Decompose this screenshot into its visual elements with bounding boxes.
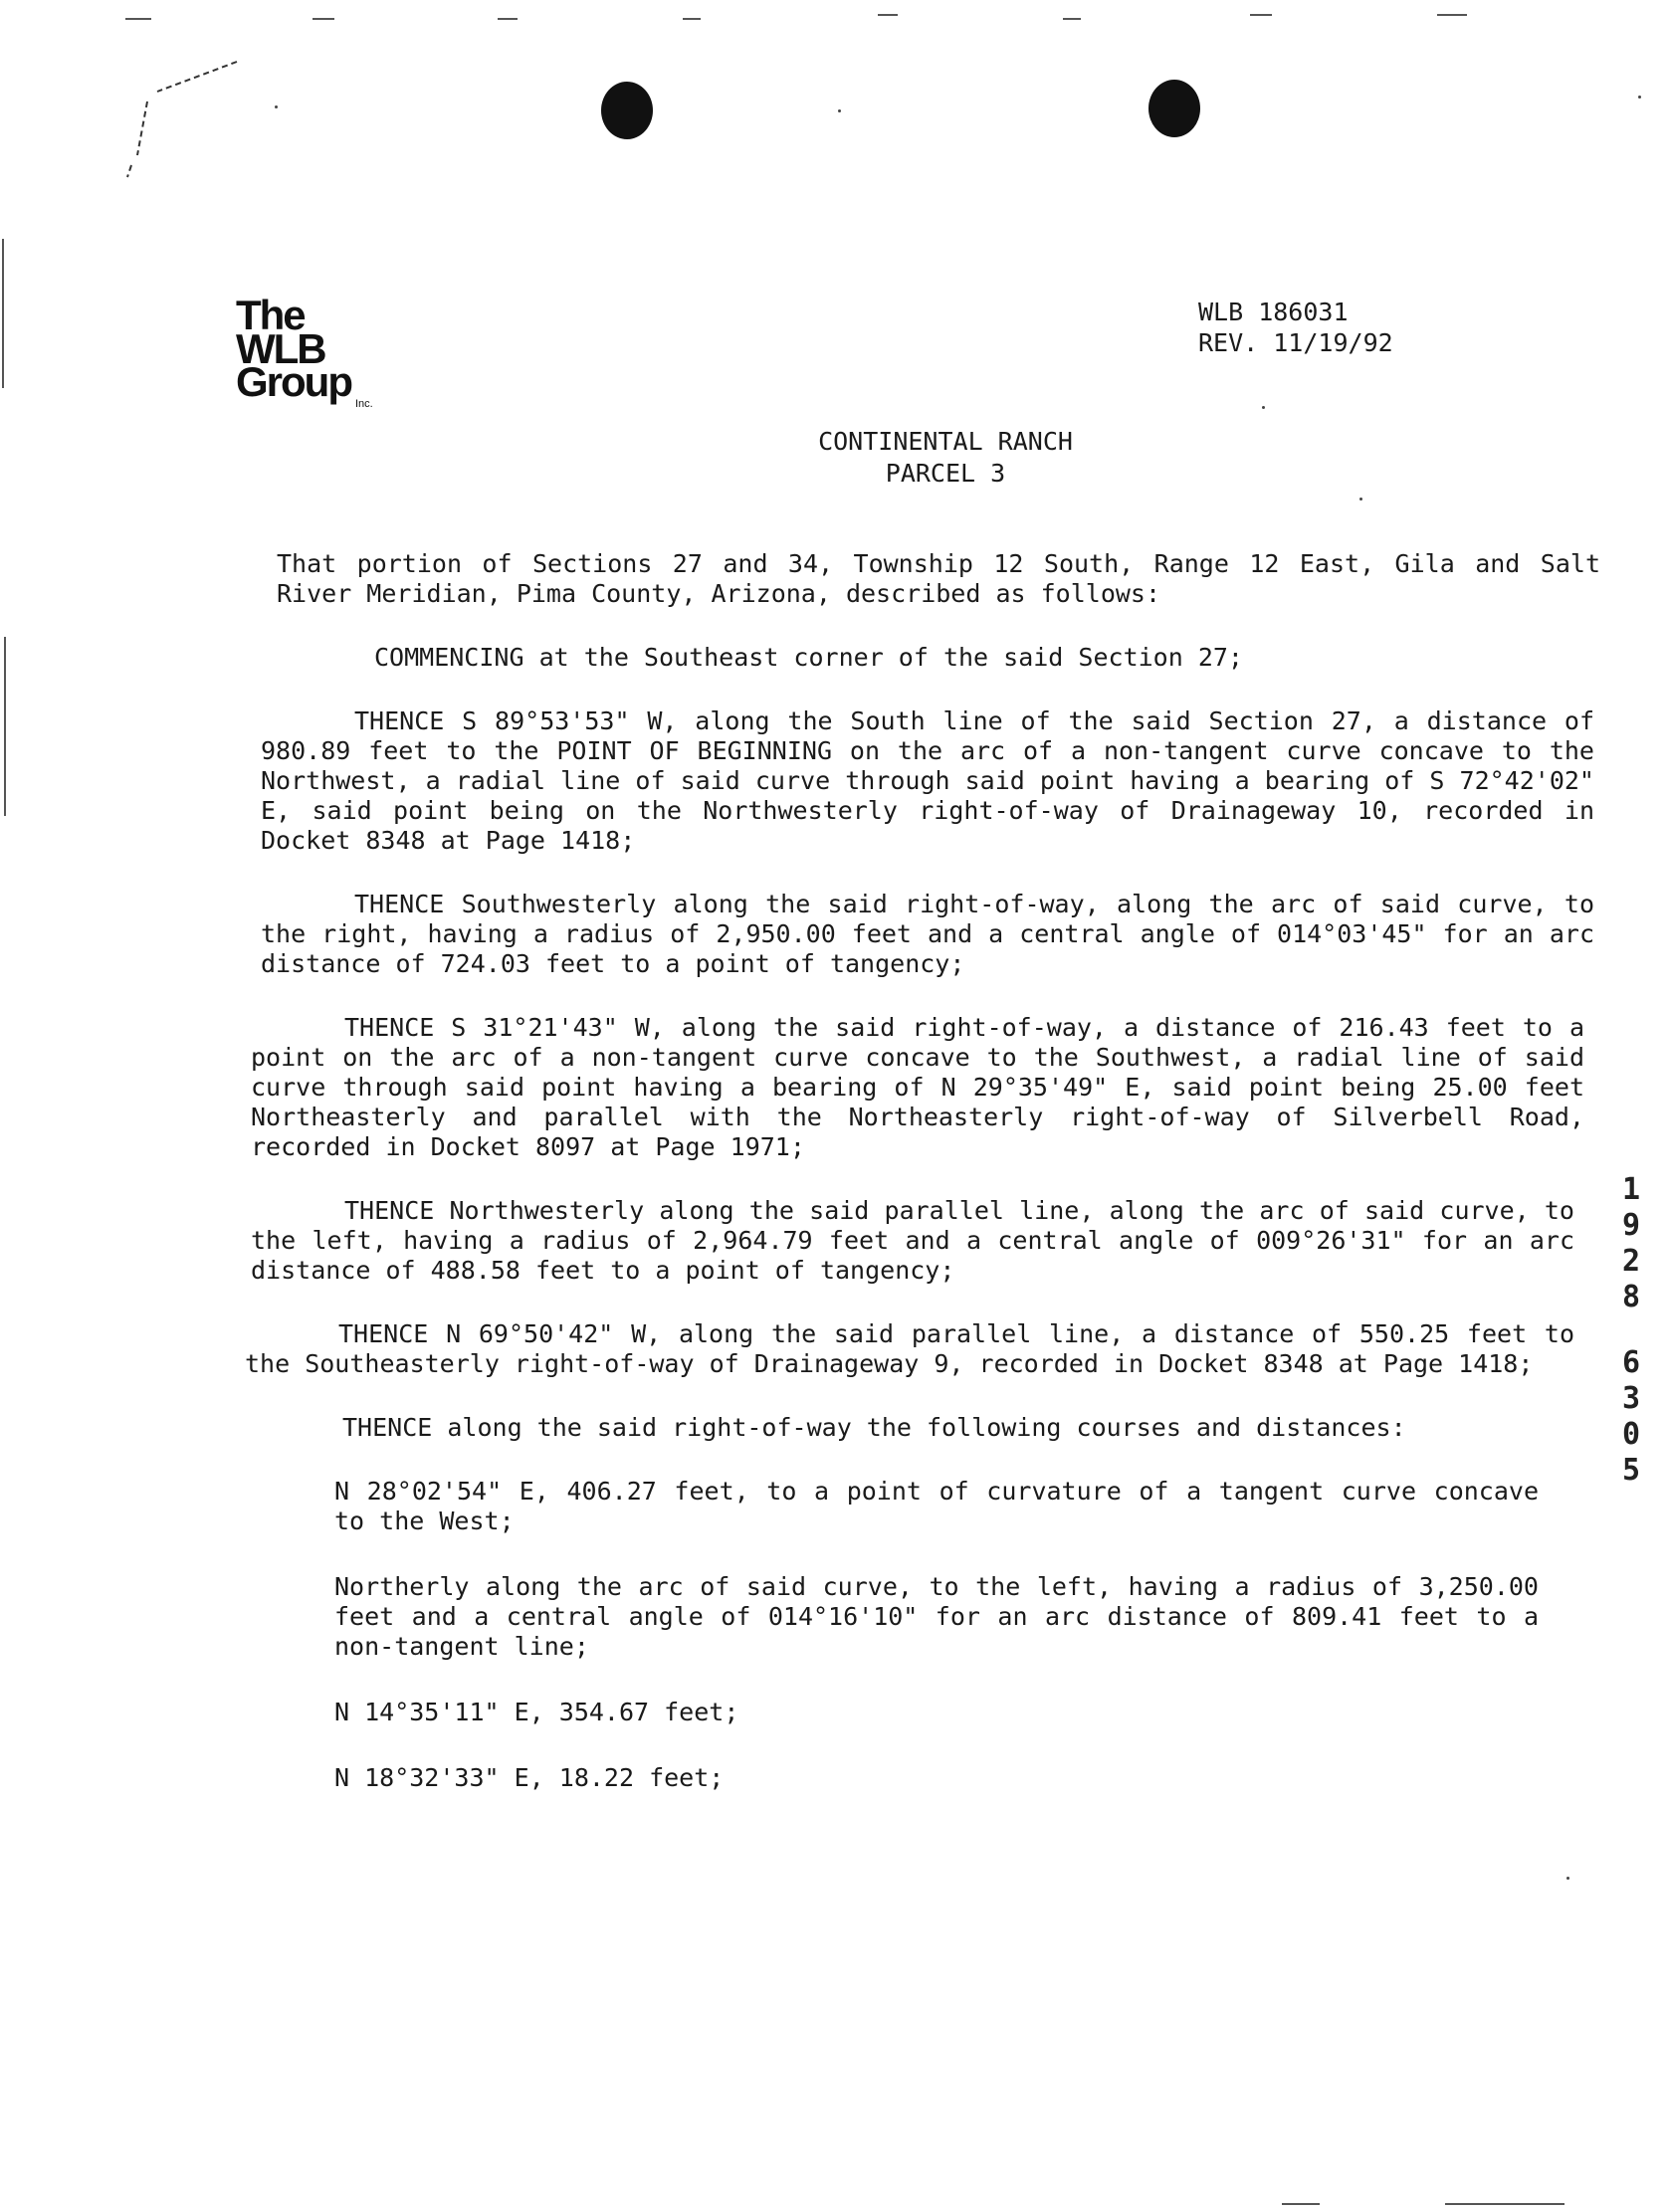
- company-logo: [236, 292, 373, 410]
- scan-mark: [498, 18, 518, 20]
- docket-digit: 9: [1621, 1208, 1641, 1243]
- logo-suffix: Inc.: [355, 397, 373, 410]
- thence-paragraph: THENCE Southwesterly along the said right-of-way, along the arc of said curve, to the right, having a radius of 2,950.00 feet and a central angle of 014°03'45" for an arc distance of 724.03 feet to a point of tangency;: [261, 890, 1594, 978]
- docket-digit: 8: [1621, 1280, 1641, 1314]
- logo-line-2: WLB: [236, 324, 325, 372]
- scan-speck: [1262, 406, 1265, 409]
- doc-number: WLB 186031: [1198, 298, 1349, 326]
- legal-description: [245, 549, 1604, 1829]
- scan-mark: [683, 18, 701, 20]
- title-line-2: PARCEL 3: [885, 459, 1006, 488]
- docket-digit: 3: [1621, 1381, 1641, 1416]
- scan-edge-line: [4, 637, 6, 816]
- scan-edge-line: [2, 239, 4, 388]
- course-item: N 14°35'11" E, 354.67 feet;: [334, 1698, 739, 1726]
- scan-mark: [125, 18, 151, 20]
- scan-mark: [878, 14, 898, 16]
- scan-speck: [275, 105, 278, 108]
- course-item: N 18°32'33" E, 18.22 feet;: [334, 1763, 725, 1792]
- course-item: Northerly along the arc of said curve, to the left, having a radius of 3,250.00 feet and a central angle of 014°16'10" for an arc distance of 809.41 feet to a non-tangent line;: [334, 1572, 1539, 1661]
- docket-digit: 5: [1621, 1453, 1641, 1488]
- thence-paragraph: THENCE S 31°21'43" W, along the said right-of-way, a distance of 216.43 feet to a point on the arc of a non-tangent curve concave to the Southwest, a radial line of said curve through said point having a bearing of N 29°35'49" E, said point being 25.00 feet Northeasterly and parallel with the Northeasterly right-of-way of Silverbell Road, recorded in Docket 8097 at Page 1971;: [251, 1013, 1584, 1161]
- thence-paragraph: THENCE N 69°50'42" W, along the said parallel line, a distance of 550.25 feet to the Southeasterly right-of-way of Drainageway 9, recorded in Docket 8348 at Page 1418;: [245, 1319, 1574, 1378]
- course-item: N 28°02'54" E, 406.27 feet, to a point of curvature of a tangent curve concave to the West;: [334, 1477, 1539, 1535]
- document-reference: [1198, 297, 1393, 358]
- scan-speck: [1638, 96, 1641, 99]
- thence-courses-intro: THENCE along the said right-of-way the following courses and distances:: [342, 1413, 1406, 1442]
- docket-digit: 0: [1621, 1417, 1641, 1452]
- scan-speck: [1566, 1877, 1569, 1880]
- scan-mark: [1282, 2203, 1320, 2205]
- docket-digit: 2: [1621, 1244, 1641, 1279]
- scan-speck: [838, 109, 841, 112]
- punch-hole: [1148, 80, 1200, 137]
- docket-digit: 6: [1621, 1345, 1641, 1380]
- thence-paragraph: THENCE S 89°53'53" W, along the South line of the said Section 27, a distance of 980.89 feet to the POINT OF BEGINNING on the arc of a non-tangent curve concave to the Northwest, a radial line of said curve through said point having a bearing of S 72°42'02" E, said point being on the Northwesterly right-of-way of Drainageway 10, recorded in Docket 8348 at Page 1418;: [261, 706, 1594, 855]
- scan-mark: [1445, 2203, 1565, 2205]
- scan-mark: [313, 18, 334, 20]
- scan-mark: [1063, 18, 1081, 20]
- docket-number-vertical: [1616, 1172, 1646, 1489]
- logo-line-3: Group: [236, 358, 351, 406]
- scan-speck: [1359, 498, 1362, 501]
- scan-mark: [1250, 14, 1272, 16]
- pen-mark: [117, 56, 257, 185]
- intro-paragraph: That portion of Sections 27 and 34, Township 12 South, Range 12 East, Gila and Salt River Meridian, Pima County, Arizona, described as follows:: [277, 549, 1600, 608]
- logo-line-1: The: [236, 292, 305, 338]
- thence-paragraph: THENCE Northwesterly along the said parallel line, along the arc of said curve, to the left, having a radius of 2,964.79 feet and a central angle of 009°26'31" for an arc distance of 488.58 feet to a point of tangency;: [251, 1196, 1574, 1285]
- scan-mark: [1437, 14, 1467, 16]
- docket-digit: 1: [1621, 1172, 1641, 1207]
- document-title: [697, 426, 1194, 490]
- commencing-paragraph: COMMENCING at the Southeast corner of the said Section 27;: [374, 643, 1243, 672]
- punch-hole: [601, 82, 653, 139]
- title-line-1: CONTINENTAL RANCH: [818, 427, 1073, 456]
- revision-date: REV. 11/19/92: [1198, 328, 1393, 357]
